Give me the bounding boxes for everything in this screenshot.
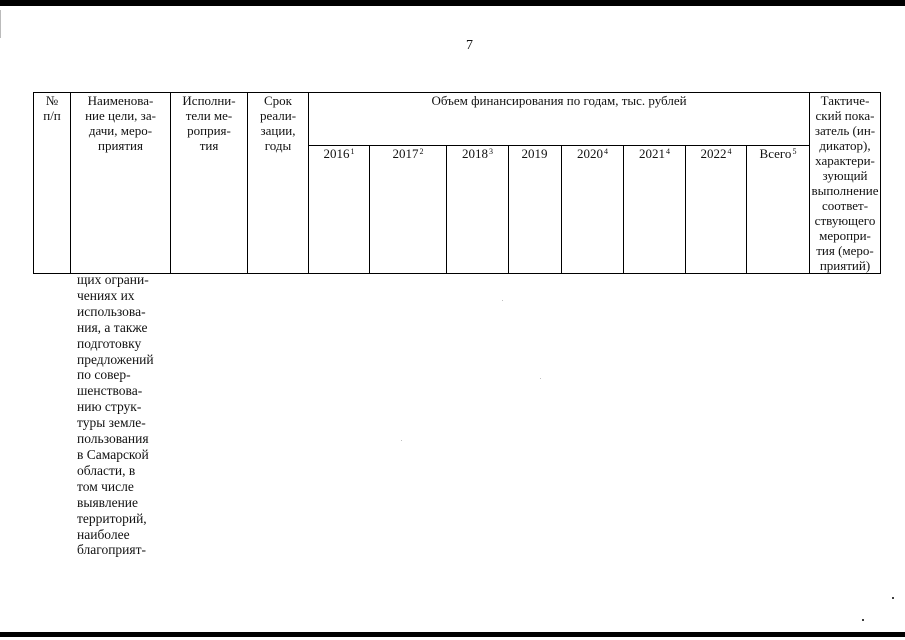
text-line: наиболее <box>77 526 130 542</box>
header-line: тия <box>199 138 219 153</box>
year-2017 <box>370 145 447 273</box>
financing-table <box>33 92 881 274</box>
header-line: реали- <box>259 108 297 123</box>
year-label: 2020 <box>577 145 603 161</box>
footnote-mark: 2 <box>419 146 424 156</box>
footnote-mark: 3 <box>489 146 493 156</box>
text-line: ния, а также <box>77 319 148 335</box>
year-label: 2022 <box>700 145 727 161</box>
header-line: ние цели, за- <box>85 108 156 123</box>
header-line: дикатор), <box>819 138 871 153</box>
header-line: приятий) <box>819 258 871 273</box>
col-header-executor <box>171 93 248 274</box>
text-line: в Самарской <box>77 446 149 462</box>
scan-speck <box>862 619 864 621</box>
footnote-mark: 4 <box>727 146 732 156</box>
text-line: области, в <box>77 462 136 478</box>
header-line: ский пока- <box>815 108 875 123</box>
header-line: тели ме- <box>185 108 233 123</box>
header-line: № <box>45 93 59 108</box>
col-header-num <box>34 93 71 274</box>
header-line: меропри- <box>819 228 871 243</box>
header-row-1 <box>34 93 881 146</box>
year-2022 <box>686 145 747 273</box>
header-line: Тактиче- <box>820 93 870 108</box>
col-header-indicator <box>810 93 881 274</box>
footnote-mark: 1 <box>350 146 355 156</box>
header-line: п/п <box>43 108 61 123</box>
header-line: зации, <box>260 123 296 138</box>
text-line: благоприят- <box>77 542 147 558</box>
year-label: 2021 <box>639 145 665 161</box>
text-line: нию струк- <box>77 399 142 415</box>
header-line: зующий <box>822 168 868 183</box>
text-line: том числе <box>77 478 134 494</box>
year-2020 <box>562 145 624 273</box>
year-label: 2017 <box>392 145 419 161</box>
header-line: Исполни- <box>182 93 236 108</box>
text-line: территорий, <box>77 510 147 526</box>
footnote-mark: 4 <box>604 146 608 156</box>
page-number: 7 <box>466 38 473 53</box>
year-label: 2019 <box>521 145 548 161</box>
header-line: Срок <box>264 93 292 108</box>
year-2016 <box>309 145 370 273</box>
scan-edge-mark <box>0 10 1 38</box>
scan-speck <box>892 597 894 599</box>
text-line: использова- <box>77 303 146 319</box>
header-line: годы <box>264 138 292 153</box>
col-header-term <box>248 93 309 274</box>
text-line: предложений <box>77 351 154 367</box>
text-line: туры земле- <box>77 415 146 431</box>
footnote-mark: 5 <box>792 146 797 156</box>
header-line: ствующего <box>814 213 876 228</box>
header-line: дачи, меро- <box>88 123 153 138</box>
text-line: чениях их <box>77 287 135 303</box>
header-line: характери- <box>815 153 875 168</box>
header-line: соответ- <box>821 198 869 213</box>
header-line: выполнение <box>811 183 879 198</box>
text-line: выявление <box>77 494 139 510</box>
total-label: Всего <box>759 145 792 161</box>
continuation-text <box>77 272 177 558</box>
bottom-border <box>0 632 905 637</box>
header-line: затель (ин- <box>814 123 876 138</box>
year-total <box>747 145 810 273</box>
header-line: приятия <box>97 138 143 153</box>
scan-speck <box>540 378 541 379</box>
text-line: шенствова- <box>77 383 143 399</box>
header-line: роприя- <box>187 123 231 138</box>
year-label: 2016 <box>323 145 350 161</box>
header-line: тия (меро- <box>816 243 874 258</box>
year-2018 <box>447 145 509 273</box>
text-line: по совер- <box>77 367 131 383</box>
top-border <box>0 0 905 6</box>
text-line: подготовку <box>77 335 142 351</box>
year-2019 <box>509 145 562 273</box>
footnote-mark: 4 <box>666 146 670 156</box>
financing-title: Объем финансирования по годам, тыс. рублей <box>309 93 810 146</box>
text-line: пользования <box>77 431 149 447</box>
header-line: Наименова- <box>87 93 154 108</box>
year-2021 <box>624 145 686 273</box>
year-label: 2018 <box>462 145 488 161</box>
scan-speck <box>502 300 503 301</box>
text-line: щих ограни- <box>77 272 149 287</box>
col-header-name <box>71 93 171 274</box>
scan-speck <box>401 440 402 441</box>
